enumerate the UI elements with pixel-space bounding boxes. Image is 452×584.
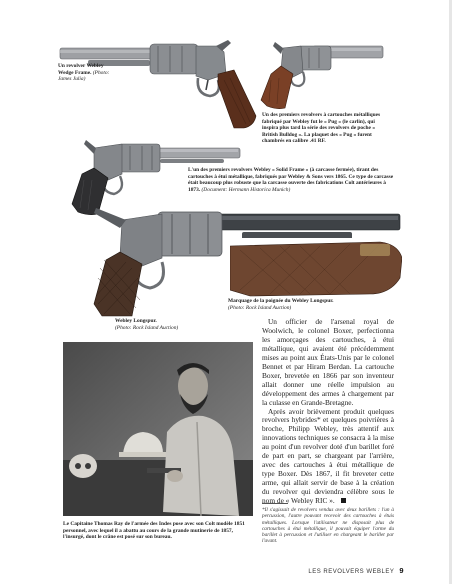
- wedge-frame-caption: [58, 63, 118, 83]
- solid-frame-caption: [188, 167, 398, 193]
- solid-frame-caption-credit: (Document: Hermann Historica Munich): [201, 186, 291, 193]
- grip-marking-image: [230, 238, 402, 298]
- body-paragraph-2-text: Après avoir brièvement produit quelques revolvers hybrides* et quelques poivrières à broche, Philipp Webley, très attentif aux innovations techniques se consacra à la mise au point d'un revolver doté d'un barillet foré de part en part, se chargeant par l'arrière, avec des cartouches à étui métallique de type Boxer. Dès 1867, il fit breveter cette arme, qui allait servir de base à la création du revolver qui deviendra célèbre sous le nom de « Webley RIC ».: [262, 406, 394, 506]
- portrait-caption: [63, 521, 253, 541]
- longspur-caption: [115, 318, 215, 331]
- longspur-caption-credit: (Photo: Rock Island Auction): [115, 324, 179, 331]
- wedge-frame-revolver-image: [58, 40, 258, 135]
- running-title: LES REVOLVERS WEBLEY: [308, 569, 395, 575]
- end-of-article-square-icon: [341, 498, 346, 503]
- wedge-frame-caption-title: Un revolver Webley Wedge Frame.: [58, 63, 104, 76]
- footnote: *Il s'agissait de revolvers vendus avec deux barillets : l'un à percussion, l'autre pouvant recevoir des cartouches à étuis métalliques. Lorsque l'utilisateur ne disposait plus de cartouches à étui métallique, il pouvait équiper l'arme du barillet à percussion et l'utiliser en chargeant le barillet par l'avant.: [262, 507, 394, 545]
- pug-caption: [262, 112, 390, 145]
- longspur-caption-title: Webley Longspur.: [115, 318, 157, 324]
- marquage-caption: [228, 298, 398, 311]
- solid-frame-caption-text: L'un des premiers revolvers Webley « Solid Frame » (à carcasse fermée), tirant des cartouches à étui métallique, fabriqués par Webley & Sons vers 1865. Ce type de carcasse était beaucoup plus robuste que la carcasse ouverte des fabrications Colt antérieures à 1873.: [188, 167, 394, 193]
- pug-caption-text: Un des premiers revolvers à cartouches métalliques fabriqué par Webley fut le « Pug » (le carlin), qui inspira plus tard la série des revolvers de poche « British Bulldog ». La plaquet des « Pug » furent chambrés en calibre .41 RF.: [262, 112, 381, 145]
- body-paragraph-2: [262, 408, 394, 506]
- marquage-caption-credit: (Photo: Rock Island Auction): [228, 304, 292, 311]
- page-footer: [308, 566, 404, 575]
- article-body: [262, 318, 394, 506]
- footnote-rule: [262, 503, 288, 504]
- captain-portrait-photo: [63, 342, 253, 516]
- body-paragraph-1: Un officier de l'arsenal royal de Woolwich, le colonel Boxer, perfectionna les amorçages des cartouches, à étui métallique, qui avaient été précédemment mises au point aux États-Unis par le colonel Bennet et par Hiram Berdan. La cartouche Boxer, brevetée en 1866 par son inventeur allait donner une réelle impulsion au développement des armes à chargement par la culasse en Grande-Bretagne.: [262, 317, 394, 407]
- page-number: 9: [399, 566, 404, 575]
- pug-revolver-image: [255, 40, 385, 112]
- wedge-frame-caption-credit: (Photo: James Julia): [58, 69, 110, 83]
- portrait-caption-text: Le Capitaine Thomas Ray de l'armée des Indes pose avec son Colt modèle 1851 personnel, avec lequel il a abattu au cours de la grande mutinerie de 1857, l'insurgé, dont le crâne est posé sur son bureau.: [63, 521, 245, 541]
- marquage-caption-title: Marquage de la poignée du Webley Longspur.: [228, 298, 334, 304]
